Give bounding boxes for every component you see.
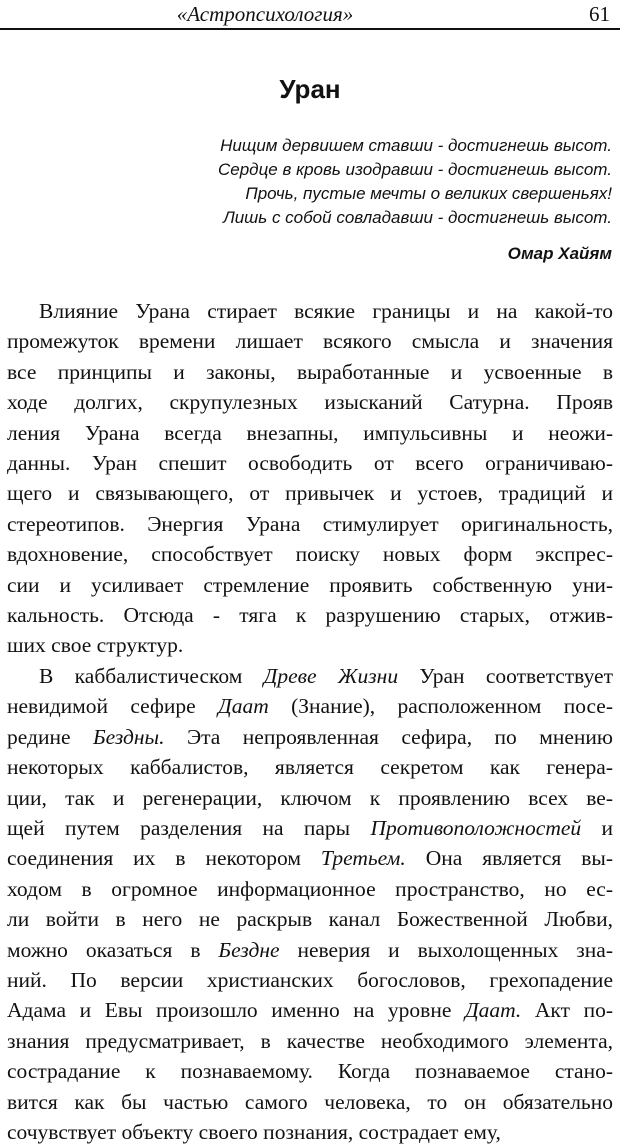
text-line: щего и связывающего, от привычек и устоев, традиций и	[7, 481, 613, 506]
text-run: неверия и выхолощенных зна-	[279, 937, 614, 962]
italic-term: Бездны.	[92, 724, 165, 749]
text-run: соединения их в некотором	[7, 846, 321, 871]
epigraph	[52, 134, 612, 230]
body-text	[7, 296, 613, 1147]
text-line	[7, 813, 613, 843]
italic-term: Противоположностей	[370, 815, 582, 840]
chapter-title: Уран	[279, 74, 341, 104]
epigraph-author: Омар Хайям	[507, 244, 612, 263]
italic-term: Древе Жизни	[263, 663, 399, 688]
text-run: и	[581, 815, 614, 840]
text-line	[7, 935, 613, 965]
paragraph-2	[7, 661, 613, 1147]
text-line: сии и усиливает стремление проявить собственную уни-	[7, 572, 613, 597]
text-run: В каббалистическом	[39, 663, 264, 688]
text-line: вдохновение, способствует поиску новых форм экспрес-	[7, 542, 613, 567]
italic-term: Бездне	[218, 937, 280, 962]
text-run: (Знание), расположенном посе-	[268, 694, 613, 719]
text-line: ходом в огромное информационное пространство, но ес-	[7, 876, 613, 901]
text-line	[7, 995, 613, 1025]
text-line: кальность. Отсюда - тяга к разрушению старых, отжив-	[7, 603, 613, 628]
text-run: Эта непроявленная сефира, по мнению	[164, 724, 613, 749]
italic-term: Даат	[218, 694, 269, 719]
text-line: ли войти в него не раскрыв канал Божественной Любви,	[7, 907, 613, 932]
text-line: данны. Уран спешит освободить от всего ограничиваю-	[7, 451, 613, 476]
text-line	[7, 661, 613, 691]
text-line: некоторых каббалистов, является секретом как генера-	[7, 755, 613, 780]
text-run: Она является вы-	[405, 846, 613, 871]
text-run: Адама и Евы произошло именно на уровне	[7, 998, 465, 1023]
italic-term: Даат.	[464, 998, 522, 1023]
text-line: ходе долгих, скрупулезных изысканий Сатурна. Прояв	[7, 390, 613, 415]
text-line: Влияние Урана стирает всякие границы и на какой-то	[39, 299, 613, 323]
epigraph-line: Сердце в кровь изодравши - достигнешь высот.	[218, 160, 612, 179]
text-line: стереотипов. Энергия Урана стимулирует оригинальность,	[7, 511, 613, 536]
text-line	[7, 843, 613, 873]
paragraph-1	[7, 296, 613, 661]
text-line: сострадание к познаваемому. Когда познаваемое стано-	[7, 1059, 613, 1084]
text-run: редине	[7, 724, 93, 749]
text-line: сочувствует объекту своего познания, сострадает ему,	[7, 1119, 501, 1144]
epigraph-line: Прочь, пустые мечты о великих свершеньях!	[245, 184, 612, 203]
italic-term: Третьем.	[320, 846, 406, 871]
text-line: ции, так и регенерации, ключом к проявлению всех ве-	[7, 785, 613, 810]
text-run: Акт по-	[521, 998, 613, 1023]
text-line	[7, 691, 613, 721]
header-rule	[0, 28, 620, 30]
text-line: ших свое структур.	[7, 633, 184, 658]
text-line: промежуток времени лишает всякого смысла и значения	[7, 329, 613, 354]
text-line: все принципы и законы, выработанные и усвоенные в	[7, 359, 613, 384]
text-line: ления Урана всегда внезапны, импульсивны и неожи-	[7, 420, 613, 445]
running-title: «Астропсихология»	[176, 2, 354, 26]
text-run: Уран соответствует	[398, 663, 613, 688]
text-run: щей путем разделения на пары	[7, 815, 371, 840]
text-line	[7, 722, 613, 752]
epigraph-line: Нищим дервишем ставши - достигнешь высот.	[220, 136, 612, 155]
text-run: можно оказаться в	[7, 937, 219, 962]
running-header	[0, 0, 620, 34]
text-line: ний. По версии христианских богословов, грехопадение	[7, 967, 613, 992]
page-number: 61	[589, 2, 610, 26]
text-line: знания предусматривает, в качестве необходимого элемента,	[7, 1028, 613, 1053]
text-line: вится как бы частью самого человека, то он обязательно	[7, 1089, 613, 1114]
text-run: невидимой сефире	[7, 694, 219, 719]
epigraph-line: Лишь с собой совладавши - достигнешь высот.	[223, 208, 612, 227]
